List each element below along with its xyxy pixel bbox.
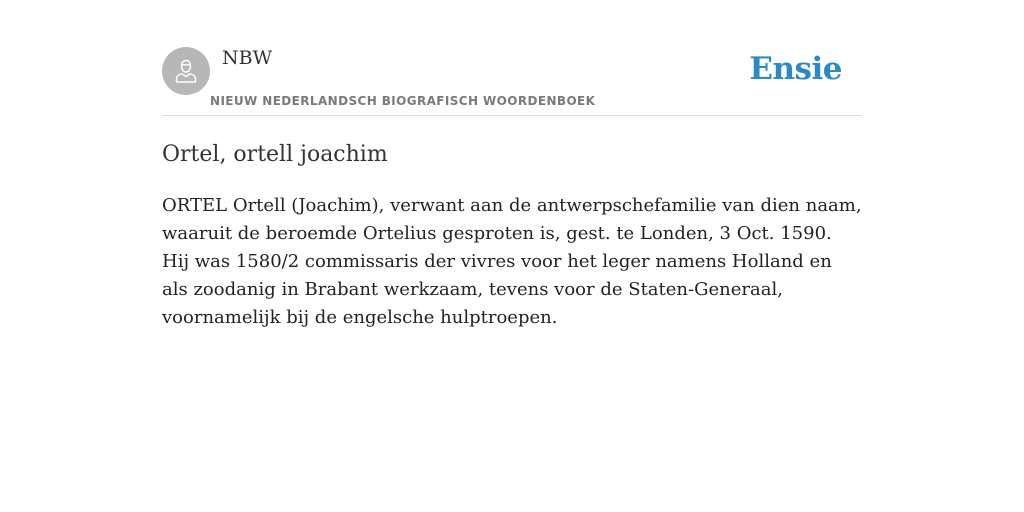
- entry-card: [162, 0, 862, 328]
- entry-header: [162, 0, 862, 116]
- author-avatar[interactable]: [162, 47, 210, 95]
- entry-body: ORTEL Ortell (Joachim), verwant aan de antwerpschefamilie van dien naam, waaruit de beroemde Ortelius gesproten is, gest. te Londen, 3 Oct. 1590. Hij was 1580/2 commissaris der vivres voor het leger namens Holland en als zoodanig in Brabant werkzaam, tevens voor de Staten-Generaal, voornamelijk bij de engelsche hulptroepen.: [162, 195, 862, 328]
- entry-title: Ortel, ortell joachim: [162, 142, 388, 167]
- brand-logo[interactable]: Ensie: [749, 51, 842, 87]
- user-silhouette-icon: [171, 56, 201, 86]
- source-name[interactable]: NIEUW NEDERLANDSCH BIOGRAFISCH WOORDENBOEK: [210, 94, 596, 108]
- author-name[interactable]: NBW: [222, 47, 273, 69]
